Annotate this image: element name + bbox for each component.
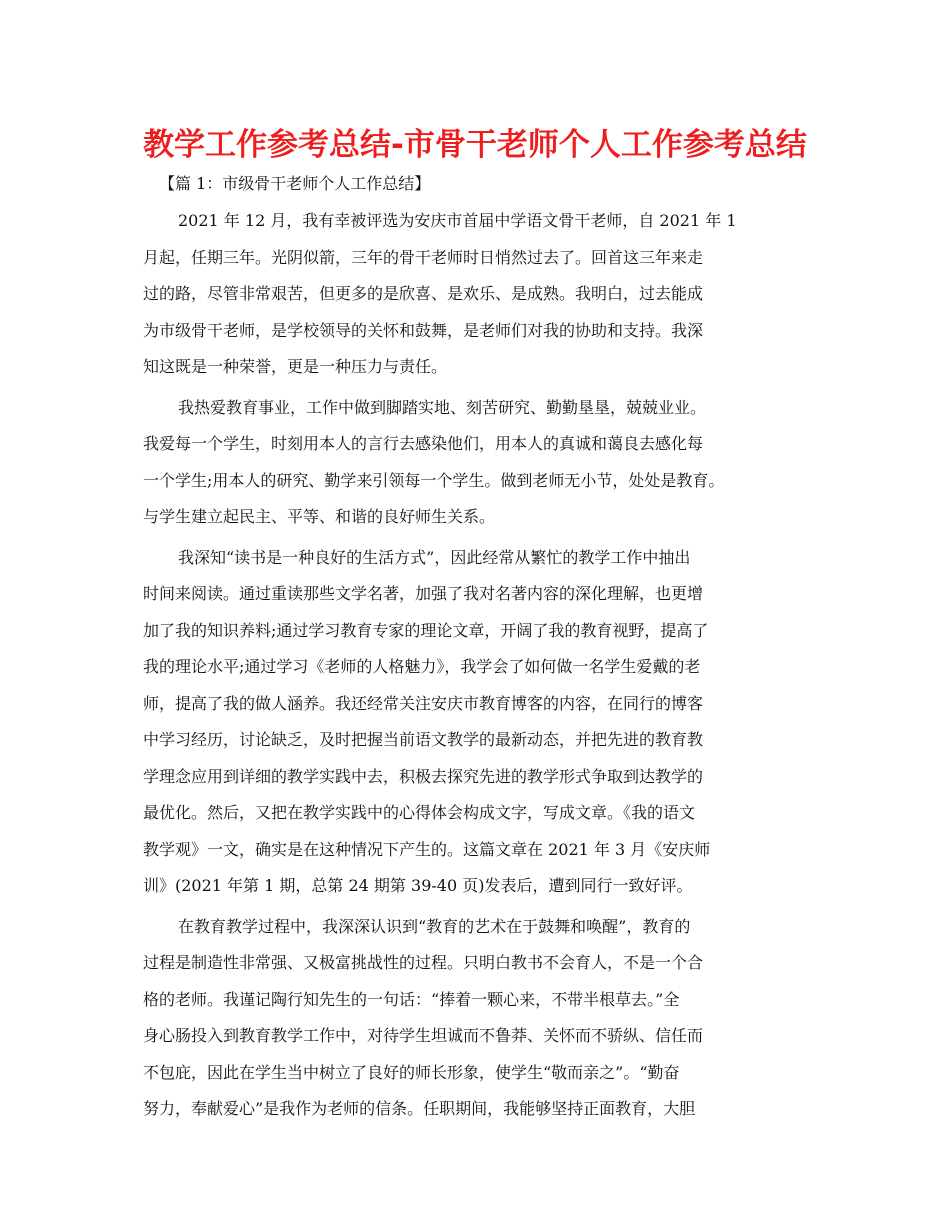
paragraph-line: 2021 年 12 月，我有幸被评选为安庆市首届中学语文骨干老师，自 2021 年 1 — [178, 211, 737, 230]
section-heading: 【篇 1：市级骨干老师个人工作总结】 — [159, 174, 431, 193]
paragraph-line: 最优化。然后，又把在教学实践中的心得体会构成文字，写成文章。《我的语文 — [143, 803, 696, 822]
paragraph-line: 一个学生;用本人的研究、勤学来引领每一个学生。做到老师无小节，处处是教育。 — [143, 470, 725, 490]
paragraph-line: 努力，奉献爱心”是我作为老师的信条。任职期间，我能够坚持正面教育，大胆 — [143, 1099, 696, 1118]
paragraph-list — [143, 203, 815, 1128]
paragraph-line: 月起，任期三年。光阴似箭，三年的骨干老师时日悄然过去了。回首这三年来走 — [143, 247, 704, 267]
paragraph-line: 身心肠投入到教育教学工作中，对待学生坦诚而不鲁莽、关怀而不骄纵、信任而 — [143, 1026, 704, 1045]
paragraph — [143, 909, 815, 1128]
paragraph-line: 与学生建立起民主、平等、和谐的良好师生关系。 — [143, 507, 496, 526]
paragraph — [143, 203, 815, 386]
paragraph-line: 训》(2021 年第 1 期，总第 24 期第 39-40 页)发表后，遭到同行一致好评。 — [143, 876, 693, 895]
paragraph — [143, 390, 815, 536]
paragraph — [143, 540, 815, 905]
document-title: 教学工作参考总结-市骨干老师个人工作参考总结 — [143, 127, 807, 163]
paragraph-line: 我爱每一个学生，时刻用本人的言行去感染他们，用本人的真诚和蔼良去感化每 — [143, 434, 704, 453]
paragraph-line: 过程是制造性非常强、又极富挑战性的过程。只明白教书不会育人，不是一个合 — [143, 953, 704, 972]
paragraph-line: 时间来阅读。通过重读那些文学名著，加强了我对名著内容的深化理解，也更增 — [143, 584, 704, 603]
paragraph-line: 知这既是一种荣誉，更是一种压力与责任。 — [143, 357, 448, 376]
paragraph-line: 学理念应用到详细的教学实践中去，积极去探究先进的教学形式争取到达教学的 — [143, 766, 704, 786]
paragraph-line: 教学观》一文，确实是在这种情况下产生的。这篇文章在 2021 年 3 月《安庆师 — [143, 839, 711, 859]
paragraph-line: 过的路，尽管非常艰苦，但更多的是欣喜、是欢乐、是成熟。我明白，过去能成 — [143, 284, 704, 303]
paragraph-line: 不包庇，因此在学生当中树立了良好的师长形象，使学生“敬而亲之”。“勤奋 — [143, 1062, 680, 1082]
paragraph-line: 我深知“读书是一种良好的生活方式”，因此经常从繁忙的教学工作中抽出 — [178, 547, 691, 567]
paragraph-line: 加了我的知识养料;通过学习教育专家的理论文章，开阔了我的教育视野，提高了 — [143, 620, 709, 640]
paragraph-line: 中学习经历，讨论缺乏，及时把握当前语文教学的最新动态，并把先进的教育教 — [143, 730, 704, 749]
document-body — [143, 168, 815, 1128]
paragraph-line: 我热爱教育事业，工作中做到脚踏实地、刻苦研究、勤勤垦垦，兢兢业业。 — [178, 397, 707, 417]
paragraph-line: 师，提高了我的做人涵养。我还经常关注安庆市教育博客的内容，在同行的博客 — [143, 693, 704, 713]
paragraph-line: 在教育教学过程中，我深深认识到“教育的艺术在于鼓舞和唤醒”，教育的 — [178, 916, 691, 936]
paragraph-line: 我的理论水平;通过学习《老师的人格魅力》，我学会了如何做一名学生爱戴的老 — [143, 657, 701, 676]
paragraph-line: 为市级骨干老师，是学校领导的关怀和鼓舞，是老师们对我的协助和支持。我深 — [143, 320, 704, 340]
paragraph-line: 格的老师。我谨记陶行知先生的一句话：“捧着一颗心来，不带半根草去。”全 — [143, 989, 680, 1009]
